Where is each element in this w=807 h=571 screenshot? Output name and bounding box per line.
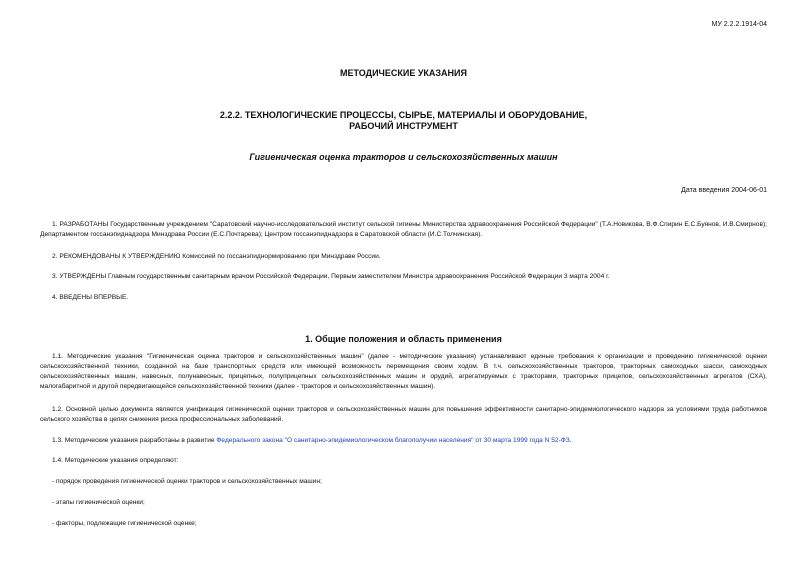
federal-law-link[interactable]: Федерального закона "О санитарно-эпидемиологическом благополучии населения" от 30 марта 1999 года N 52-ФЗ xyxy=(216,437,570,444)
section-heading: 1. Общие положения и область применения xyxy=(305,334,502,344)
list-item: - порядок проведения гигиенической оценки тракторов и сельскохозяйственных машин; xyxy=(52,478,322,485)
paragraph-1-3-text: 1.3. Методические указания разработаны в развитие xyxy=(52,437,217,444)
paragraph-1-3-end: . xyxy=(569,437,572,444)
paragraph-1-4: 1.4. Методические указания определяют: xyxy=(52,457,179,464)
section-title-line-2: РАБОЧИЙ ИНСТРУМЕНТ xyxy=(349,121,458,131)
document-subtitle: Гигиеническая оценка тракторов и сельскохозяйственных машин xyxy=(249,152,558,162)
paragraph-recommended: 2. РЕКОМЕНДОВАНЫ К УТВЕРЖДЕНИЮ Комиссией по госсанэпиднормированию при Минздраве России. xyxy=(52,253,381,260)
paragraph-developed-by: 1. РАЗРАБОТАНЫ Государственным учреждением "Саратовский научно-исследовательский институт сельской гигиены Министерства здравоохранения Российской Федерации" (Т.А.Новикова, В.Ф.Спирин Е.С.Буянов, И.В.Смирнов); Департаментом госсанэпиднадзора Минздрава России (Е.С.Почтарева); Центром госсанэпиднадзора в Саратовской области (И.С.Толчинская). xyxy=(40,221,767,238)
section-title-line-1: 2.2.2. ТЕХНОЛОГИЧЕСКИЕ ПРОЦЕССЫ, СЫРЬЕ, МАТЕРИАЛЫ И ОБОРУДОВАНИЕ, xyxy=(219,110,588,120)
paragraph-approved: 3. УТВЕРЖДЕНЫ Главным государственным санитарным врачом Российской Федерации, Первым заместителем Министра здравоохранения Российской Федерации 3 марта 2004 г. xyxy=(52,273,610,280)
effective-date: Дата введения 2004-06-01 xyxy=(681,187,767,194)
document-title: МЕТОДИЧЕСКИЕ УКАЗАНИЯ xyxy=(340,68,467,78)
paragraph-1-1: 1.1. Методические указания "Гигиеническая оценка тракторов и сельскохозяйственных машин" (далее - методические указания) устанавливают единые требования к организации и проведению гигиенической оценки сельскохозяйственной техники, созданной на базе транспортных средств или имеющей возможность перемещения своим ходом. В т.ч. сельскохозяйственных тракторов, тракторных самоходных шасси, самоходных сельскохозяйственных машин, навесных, полунавесных, прицепных, полуприцепных сельскохозяйственных машин и орудий, агрегатируемых с тракторами, тракторных прицепов, сельскохозяйственных агрегатов (СХА), малогабаритной и другой передвигающейся сельскохозяйственной техники (далее - тракторов и сельскохозяйственных машин). xyxy=(40,353,767,390)
document-code: МУ 2.2.2.1914-04 xyxy=(711,21,767,28)
section-title xyxy=(40,110,767,132)
paragraph-introduced: 4. ВВЕДЕНЫ ВПЕРВЫЕ. xyxy=(52,294,129,301)
list-item: - факторы, подлежащие гигиенической оценке; xyxy=(52,520,197,527)
paragraph-1-2: 1.2. Основной целью документа является унификация гигиенической оценки тракторов и сельскохозяйственных машин для повышения эффективности санитарно-эпидемиологического надзора за условиями труда работников сельского хозяйства в целях снижения риска профессиональных заболеваний. xyxy=(40,406,767,423)
list-item: - этапы гигиенической оценки; xyxy=(52,499,145,506)
paragraph-1-3 xyxy=(40,436,767,446)
